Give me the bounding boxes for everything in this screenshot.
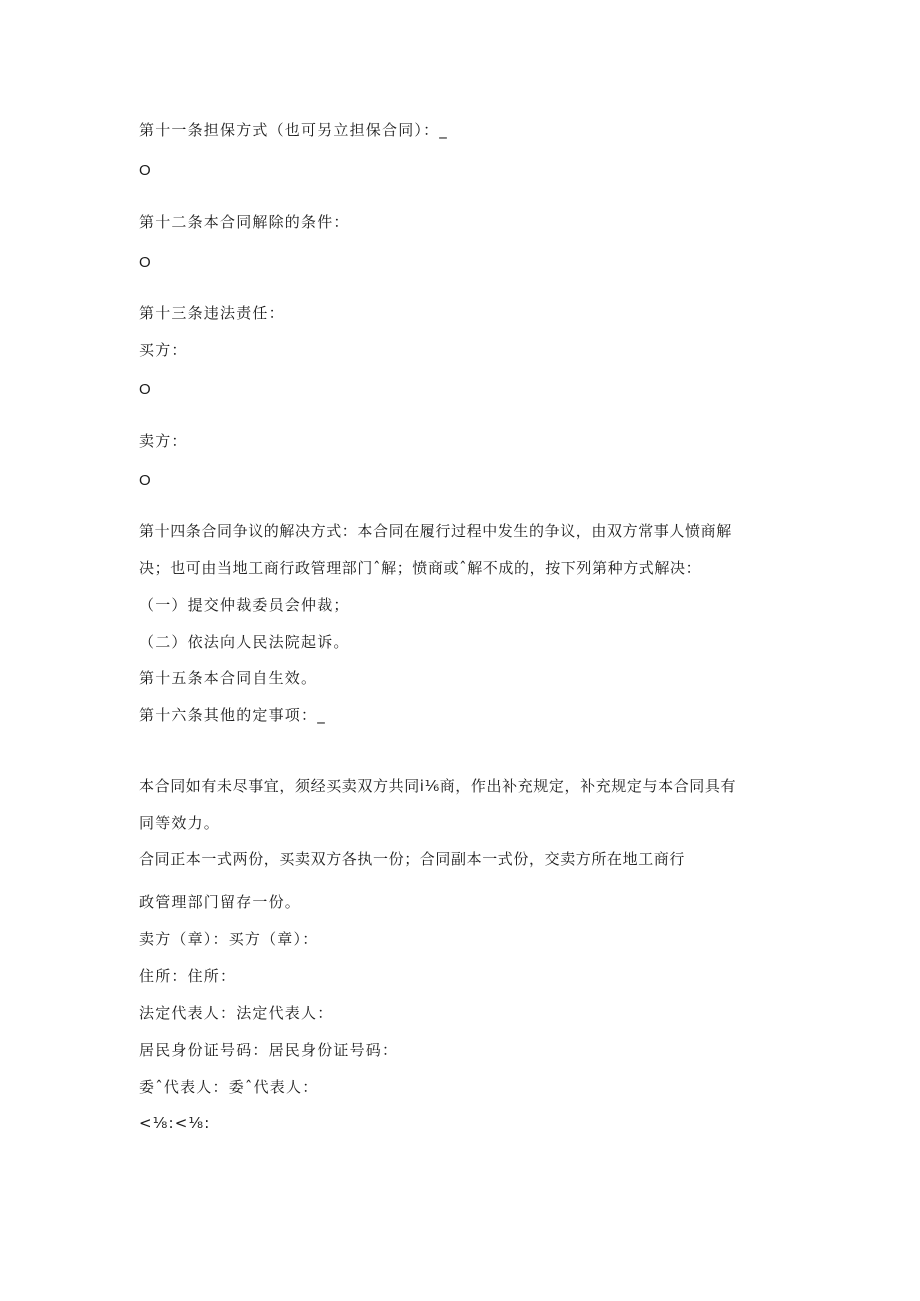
- seller-label: 卖方：: [139, 432, 188, 450]
- signature-id-number: 居民身份证号码：居民身份证号码：: [139, 1041, 399, 1059]
- buyer-label: 买方：: [139, 341, 188, 359]
- article-11-blank: O: [139, 162, 151, 179]
- article-13-liability: 第十三条违法责任：: [139, 304, 285, 322]
- article-15-effect: 第十五条本合同自生效。: [139, 669, 318, 687]
- signature-address: 住所：住所：: [139, 967, 237, 985]
- signature-legal-representative: 法定代表人：法定代表人：: [139, 1004, 334, 1022]
- signature-agent: 委ˆ代表人：委ˆ代表人：: [139, 1078, 319, 1096]
- article-14-option-1: （一）提交仲裁委员会仲裁；: [139, 596, 350, 614]
- signature-last-line: <⅛:<⅛:: [139, 1114, 211, 1132]
- seller-blank: O: [139, 472, 151, 489]
- supplement-line-1: 本合同如有未尽事宜，须经买卖双方共同i⅙商，作出补充规定，补充规定与本合同具有: [139, 777, 737, 795]
- signature-seal: 卖方（章）：买方（章）：: [139, 930, 319, 948]
- article-14-line-1: 第十四条合同争议的解决方式：本合同在履行过程中发生的争议，由双方常事人愤商解: [139, 522, 732, 540]
- article-14-line-2: 决；也可由当地工商行政管理部门ˆ解；愤商或ˆ解不成的，按下列第种方式解决：: [139, 559, 702, 577]
- article-11-guarantee: 第十一条担保方式（也可另立担保合同）：_: [139, 121, 449, 139]
- article-14-option-2: （二）依法向人民法院起诉。: [139, 633, 350, 651]
- copies-line-1: 合同正本一式两份，买卖双方各执一份；合同副本一式份，交卖方所在地工商行: [139, 850, 686, 868]
- article-12-blank: O: [139, 254, 151, 271]
- supplement-line-2: 同等效力。: [139, 814, 221, 832]
- article-12-termination: 第十二条本合同解除的条件：: [139, 213, 350, 231]
- copies-line-2: 政管理部门留存一份。: [139, 893, 302, 911]
- buyer-blank: O: [139, 381, 151, 398]
- article-16-other: 第十六条其他的定事项：_: [139, 706, 326, 724]
